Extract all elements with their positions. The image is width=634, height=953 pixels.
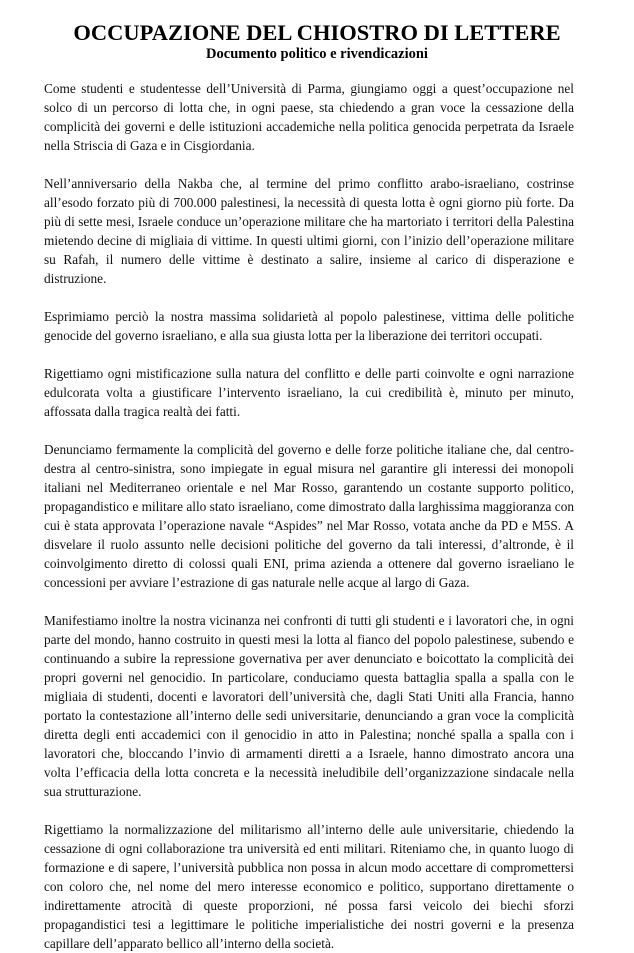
paragraph-militarism: Rigettiamo la normalizzazione del militarismo all’interno delle aule universitarie, chiedendo la cessazione di ogni collaborazione tra università ed enti militari. Riteniamo che, in quanto luogo di formazione e di sapere, l’università pubblica non possa in alcun modo accettare di compromettersi con coloro che, nel nome del mero interesse economico e politico, supportano direttamente o indirettamente atrocità di queste proporzioni, né possa farsi veicolo dei biechi sforzi propagandistici tesi a legittimare le politiche imperialistiche dei nostri governi e la presenza capillare dell’apparato bellico all’interno della società. — [44, 822, 574, 951]
paragraph-nakba: Nell’anniversario della Nakba che, al termine del primo conflitto arabo-israeliano, costrinse all’esodo forzato più di 700.000 palestinesi, la necessità di questa lotta è ogni giorno più forte. Da più di sette mesi, Israele conduce un’operazione militare che ha martoriato i territori della Palestina mietendo decine di migliaia di vittime. In questi ultimi giorni, con l’inizio dell’operazione militare su Rafah, il numero delle vittime è destinato a salire, insieme al carico di disperazione e distruzione. — [44, 176, 574, 286]
paragraph-rejection-narrative: Rigettiamo ogni mistificazione sulla natura del conflitto e delle parti coinvolte e ogni narrazione edulcorata volta a giustificare l’intervento israeliano, la cui credibilità è, minuto per minuto, affossata dalla tragica realtà dei fatti. — [44, 366, 574, 419]
document-title: OCCUPAZIONE DEL CHIOSTRO DI LETTERE — [73, 20, 561, 45]
paragraph-proximity: Manifestiamo inoltre la nostra vicinanza nei confronti di tutti gli studenti e i lavoratori che, in ogni parte del mondo, hanno costruito in questi mesi la lotta al fianco del popolo palestinese, subendo e continuando a subire la repressione governativa per aver denunciato e boicottato la complicità dei propri governi nel genocidio. In particolare, conduciamo questa battaglia spalla a spalla con le migliaia di studenti, docenti e lavoratori dell’università che, dagli Stati Uniti alla Francia, hanno portato la contestazione all’interno delle sedi universitarie, denunciando a gran voce la complicità diretta degli enti accademici con il genocidio in atto in Palestina; nonché spalla a spalla con i lavoratori che, bloccando l’invio di armamenti diretti a a Israele, hanno dimostrato ancora una volta l’efficacia della lotta concreta e la necessità ineludibile dell’organizzazione sindacale nella sua strutturazione. — [44, 613, 574, 799]
paragraph-solidarity: Esprimiamo perciò la nostra massima solidarietà al popolo palestinese, vittima delle politiche genocide del governo israeliano, e alla sua giusta lotta per la liberazione dei territori occupati. — [44, 309, 574, 343]
paragraph-denunciation: Denunciamo fermamente la complicità del governo e delle forze politiche italiane che, dal centro-destra al centro-sinistra, sono impiegate in egual misura nel garantire gli interessi dei monopoli italiani nel Mediterraneo orientale e nel Mar Rosso, garantendo un costante supporto politico, propagandistico e militare allo stato israeliano, come dimostrato dalla larghissima maggioranza con cui è stata approvata l’operazione navale “Aspides” nel Mar Rosso, votata anche da PD e M5S. A disvelare il ruolo assunto nelle decisioni politiche del governo da tali interessi, d’altronde, è il coinvolgimento diretto di colossi quali ENI, prima azienda a ottenere dal governo israeliano le concessioni per avviare l’estrazione di gas naturale nelle acque al largo di Gaza. — [44, 442, 574, 590]
document-subtitle: Documento politico e rivendicazioni — [206, 46, 428, 62]
paragraph-introduction: Come studenti e studentesse dell’Università di Parma, giungiamo oggi a quest’occupazione nel solco di un percorso di lotta che, in ogni paese, sta chiedendo a gran voce la cessazione della complicità dei governi e delle istituzioni accademiche nella politica genocida perpetrata da Israele nella Striscia di Gaza e in Cisgiordania. — [44, 81, 574, 153]
document-body — [44, 79, 574, 953]
